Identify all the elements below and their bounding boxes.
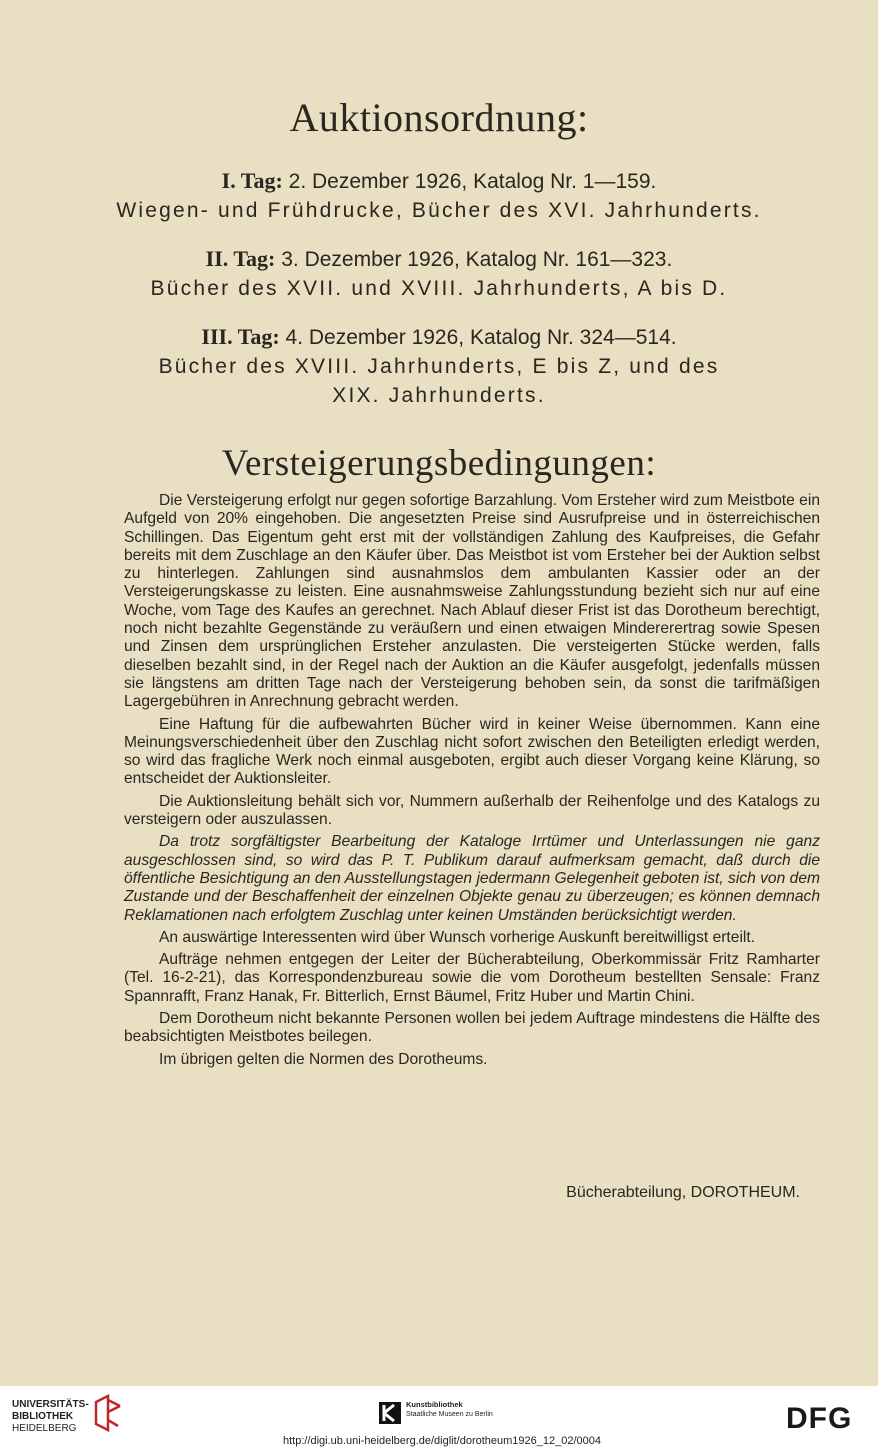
conditions-body bbox=[124, 492, 820, 1073]
day-1 bbox=[0, 166, 878, 225]
paragraph-deposit: Dem Dorotheum nicht bekannte Personen wollen bei jedem Auftrage mindestens die Hälfte des beabsichtigten Meistbotes beilegen. bbox=[124, 1010, 820, 1046]
ub-line-3: HEIDELBERG bbox=[12, 1423, 77, 1434]
day-1-desc: Wiegen- und Frühdrucke, Bücher des XVI. Jahrhunderts. bbox=[116, 199, 762, 222]
paragraph-orders: Aufträge nehmen entgegen der Leiter der Bücherabteilung, Oberkommissär Fritz Ramharter (Tel. 16-2-21), das Korrespondenzbureau sowie die vom Dorotheum bestellten Sensale: Franz Spannrafft, Franz Hanak, Fr. Bitterlich, Ernst Bäumel, Fritz Huber und Martin Chini. bbox=[124, 951, 820, 1005]
paragraph-order: Die Auktionsleitung behält sich vor, Nummern außerhalb der Reihenfolge und des Katalogs zu versteigern oder auszulassen. bbox=[124, 792, 820, 829]
day-3-desc-2: XIX. Jahrhunderts. bbox=[332, 384, 546, 407]
footer-bar bbox=[0, 1386, 884, 1451]
day-3 bbox=[0, 322, 878, 410]
paragraph-payment: Die Versteigerung erfolgt nur gegen sofortige Barzahlung. Vom Ersteher wird zum Meistbote ein Aufgeld von 20% eingehoben. Die angesetzten Preise sind Ausrufpreise und in österreichischen Schillingen. Das Eigentum geht erst mit der vollständigen Zahlung des Kaufpreises, die Gefahr bereits mit dem Zuschlage an den Käufer über. Das Meistbot ist vom Ersteher bei der Auktion selbst zu hinterlegen. Zahlungen sind ausnahmslos dem ambulanten Kassier oder an der Versteigerungskasse zu leisten. Eine ausnahmsweise Zahlungsstundung bezieht sich nur auf eine Woche, vom Tage des Kaufes an gerechnet. Nach Ablauf dieser Frist ist das Dorotheum berechtigt, noch nicht bezahlte Gegenstände zu veräußern und einen etwaigen Mindererertrag sowie Spesen und Zinsen dem ursprünglichen Ersteher anzulasten. Die versteigerten Stücke werden, falls dieselben bezahlt sind, in der Regel nach der Auktion an die Käufer ausgefolgt, jedenfalls müssen sie längstens am dritten Tage nach der Versteigerung behoben sein, da sonst die tarifmäßigen Lagergebühren in Anrechnung gebracht werden. bbox=[124, 492, 820, 711]
paragraph-norms: Im übrigen gelten die Normen des Dorotheums. bbox=[159, 1050, 488, 1068]
ub-heidelberg-label[interactable] bbox=[12, 1399, 89, 1435]
day-2-tag: II. Tag: bbox=[205, 246, 276, 271]
page-edge bbox=[878, 0, 884, 1386]
day-3-date: 4. Dezember 1926, Katalog Nr. 324—514. bbox=[285, 326, 677, 349]
signature: Bücherabteilung, DOROTHEUM. bbox=[566, 1184, 800, 1201]
day-3-desc-1: Bücher des XVIII. Jahrhunderts, E bis Z, und des bbox=[158, 355, 720, 378]
paragraph-disclaimer: Da trotz sorgfältigster Bearbeitung der Kataloge Irrtümer und Unterlassungen nie ganz ausgeschlossen sind, so wird das P. T. Publikum darauf aufmerksam gemacht, daß durch die öffentliche Besichtigung an den Ausstellungstagen jedermann Gelegenheit geboten ist, sich von dem Zustande und der Beschaffenheit der einzelnen Objekte genau zu überzeugen; es können demnach Reklamationen nach erfolgtem Zuschlag unter keinen Umständen berücksichtigt werden. bbox=[124, 833, 820, 924]
source-url[interactable]: http://digi.ub.uni-heidelberg.de/diglit/dorotheum1926_12_02/0004 bbox=[282, 1435, 602, 1447]
kunstbibliothek-logo-icon[interactable] bbox=[378, 1401, 402, 1425]
day-2-date: 3. Dezember 1926, Katalog Nr. 161—323. bbox=[281, 248, 673, 271]
day-2 bbox=[0, 244, 878, 303]
paragraph-info: An auswärtige Interessenten wird über Wunsch vorherige Auskunft bereitwilligst erteilt. bbox=[159, 928, 756, 946]
kb-title: Kunstbibliothek bbox=[406, 1400, 463, 1409]
day-1-date: 2. Dezember 1926, Katalog Nr. 1—159. bbox=[288, 170, 657, 193]
day-2-desc: Bücher des XVII. und XVIII. Jahrhunderts, A bis D. bbox=[150, 277, 728, 300]
ub-line-1: UNIVERSITÄTS- bbox=[12, 1399, 89, 1410]
heading-versteigerungsbedingungen: Versteigerungsbedingungen: bbox=[221, 443, 657, 484]
dfg-logo[interactable]: DFG bbox=[786, 1402, 853, 1435]
day-1-tag: I. Tag: bbox=[221, 168, 283, 193]
ub-heidelberg-logo-icon[interactable] bbox=[92, 1394, 122, 1432]
ub-line-2: BIBLIOTHEK bbox=[12, 1411, 74, 1422]
kunstbibliothek-label[interactable] bbox=[406, 1400, 493, 1419]
day-3-tag: III. Tag: bbox=[201, 324, 280, 349]
kb-subtitle: Staatliche Museen zu Berlin bbox=[406, 1411, 493, 1418]
paragraph-liability: Eine Haftung für die aufbewahrten Bücher wird in keiner Weise übernommen. Kann eine Meinungsverschiedenheit über den Zuschlag nicht sofort zwischen den Beteiligten erledigt werden, so wird das fragliche Werk noch einmal ausgeboten, ergibt auch dieser Vorgang keine Klärung, so entscheidet der Auktionsleiter. bbox=[124, 715, 820, 788]
heading-auktionsordnung: Auktionsordnung: bbox=[289, 95, 589, 140]
